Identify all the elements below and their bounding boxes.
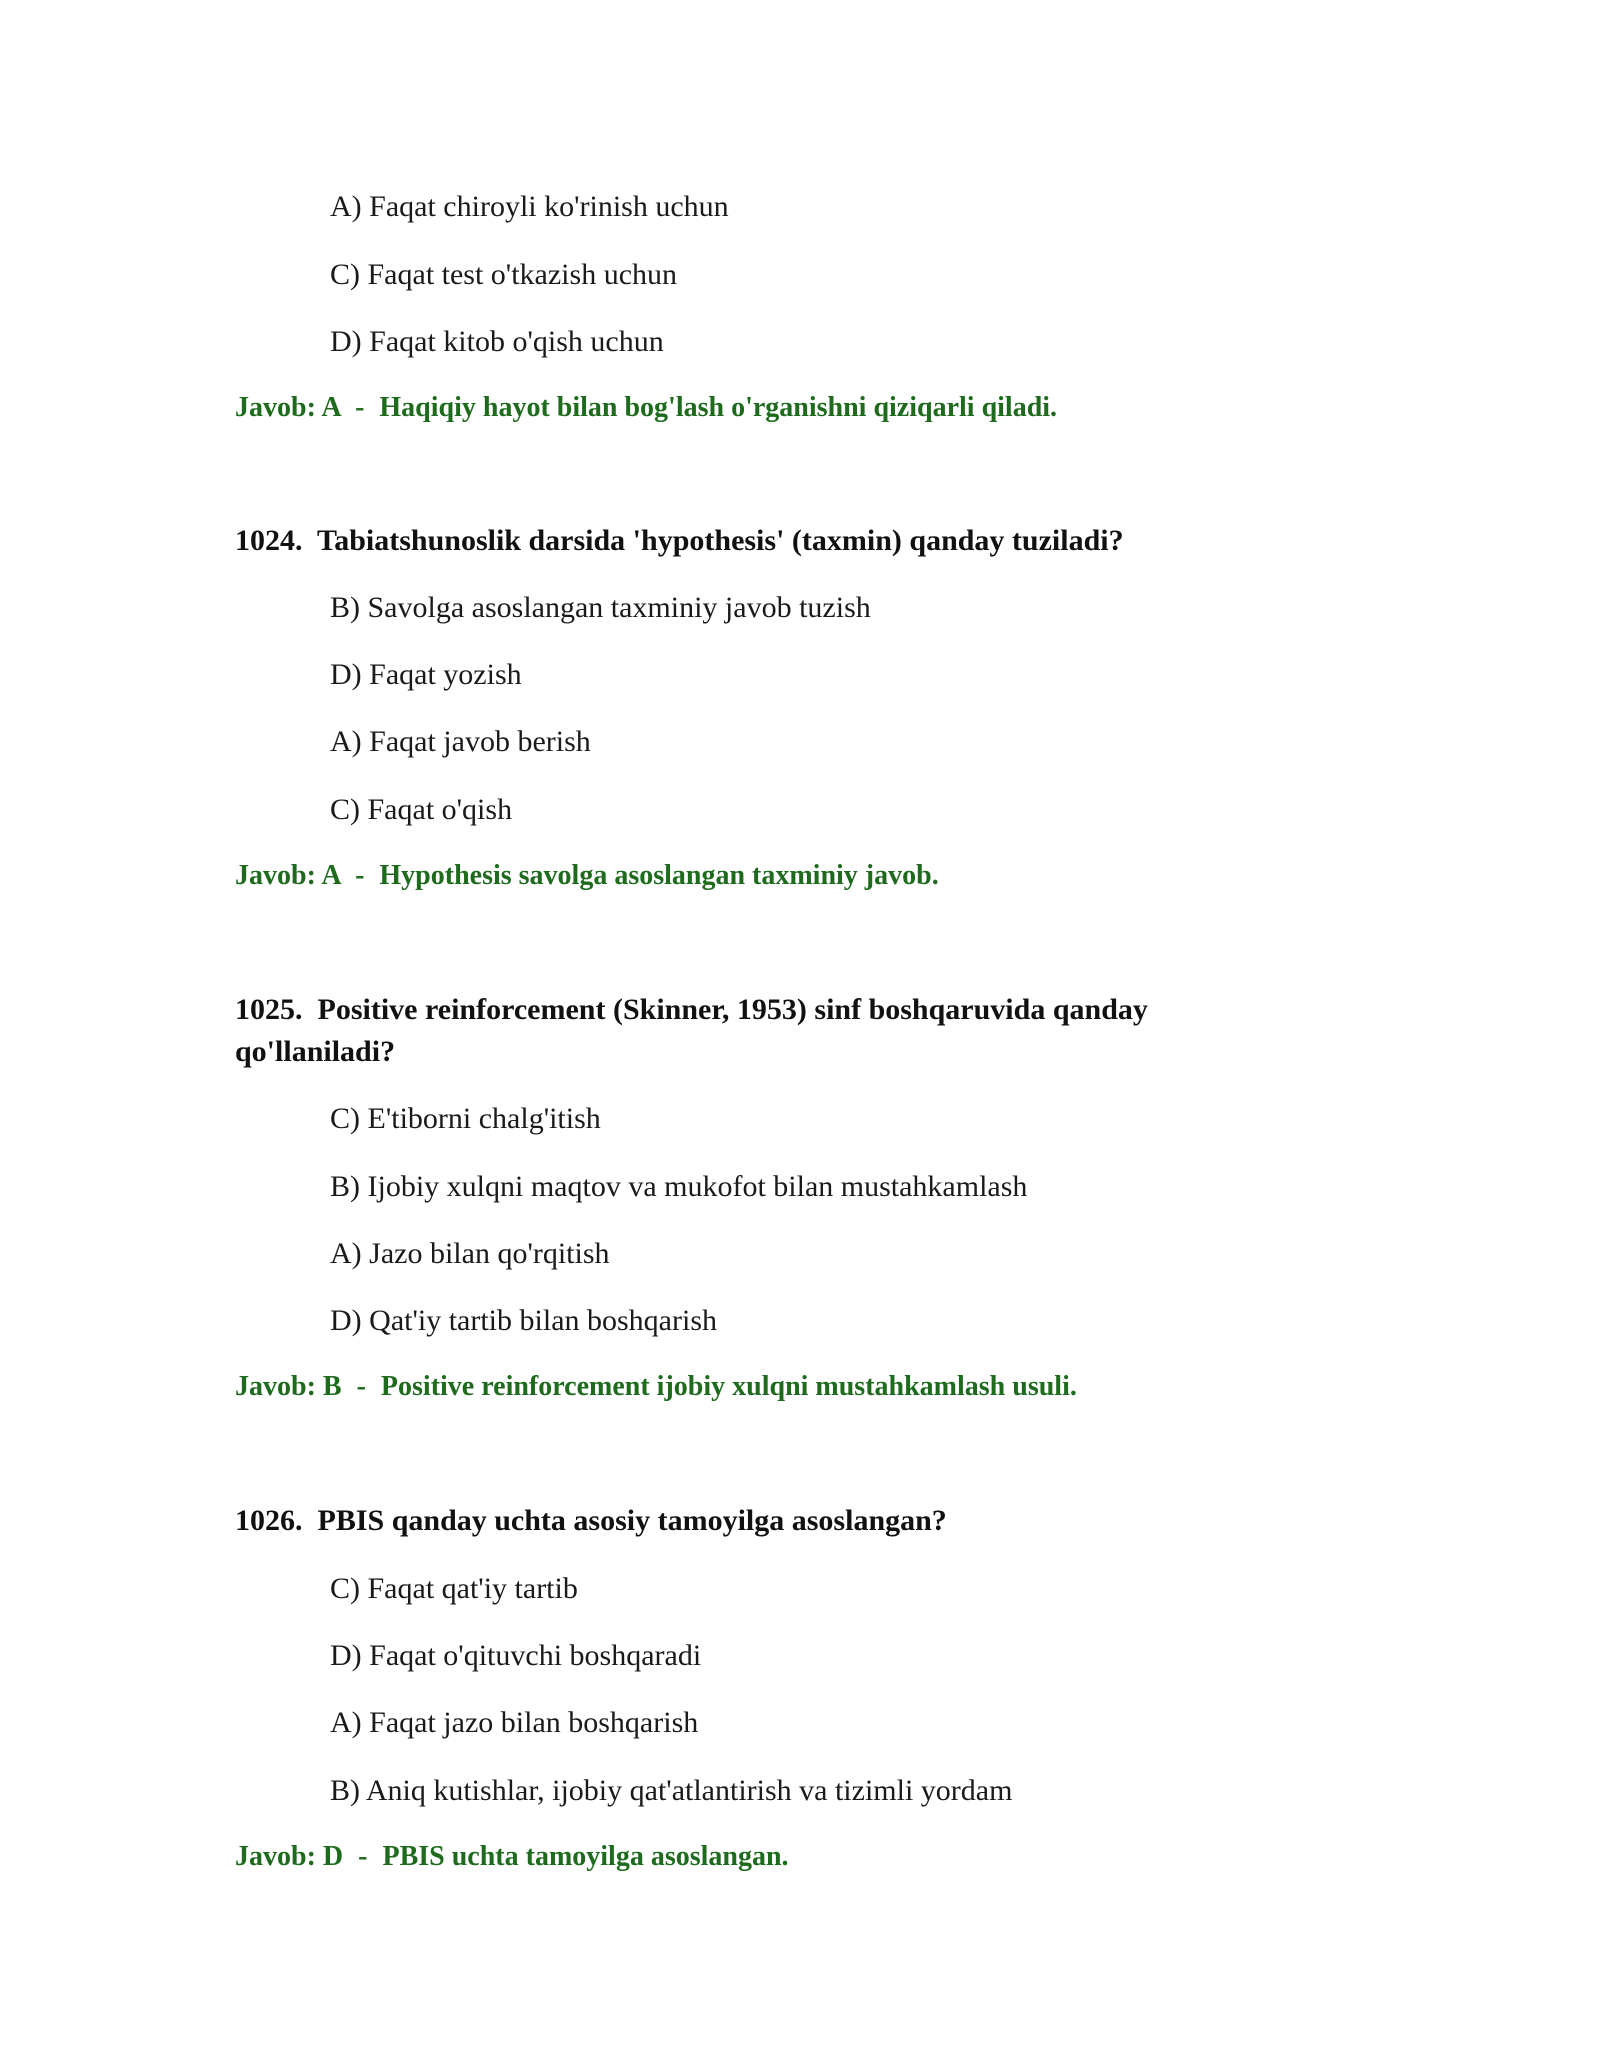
question-text: Tabiatshunoslik darsida 'hypothesis' (taxmin) qanday tuziladi? [316,524,1124,557]
answer-text: Haqiqiy hayot bilan bog'lash o'rganishni qiziqarli qiladi. [379,392,1058,423]
question-heading [235,989,1235,1073]
question-heading [235,1500,1235,1542]
answer-line [235,1373,1077,1401]
option-item: B) Aniq kutishlar, ijobiy qat'atlantirish va tizimli yordam [330,1774,1013,1807]
option-item: B) Ijobiy xulqni maqtov va mukofot bilan mustahkamlash [330,1170,1028,1203]
answer-letter: A [321,860,341,891]
option-item: A) Faqat jazo bilan boshqarish [330,1706,699,1739]
answer-dash: - [356,1371,366,1402]
option-item: D) Faqat yozish [330,658,522,691]
question-number: 1026. [235,1504,303,1537]
answer-label: Javob: [235,1841,316,1872]
answer-line [235,394,1057,422]
answer-line [235,862,939,890]
answer-label: Javob: [235,392,316,423]
question-text: Positive reinforcement (Skinner, 1953) sinf boshqaruvida qanday qo'llaniladi? [235,993,1148,1068]
answer-dash: - [358,1841,368,1872]
option-item: C) Faqat qat'iy tartib [330,1572,578,1605]
answer-letter: B [322,1371,342,1402]
option-item: D) Faqat o'qituvchi boshqaradi [330,1639,702,1672]
option-item: D) Faqat kitob o'qish uchun [330,325,664,358]
question-number: 1024. [235,524,303,557]
answer-line [235,1843,789,1871]
answer-letter: A [321,392,341,423]
option-item: A) Faqat chiroyli ko'rinish uchun [330,190,729,223]
option-item: A) Jazo bilan qo'rqitish [330,1237,610,1270]
answer-dash: - [355,860,365,891]
answer-text: PBIS uchta tamoyilga asoslangan. [382,1841,789,1872]
question-heading [235,520,1235,562]
answer-text: Hypothesis savolga asoslangan taxminiy javob. [379,860,939,891]
option-item: D) Qat'iy tartib bilan boshqarish [330,1304,717,1337]
question-number: 1025. [235,993,303,1026]
option-item: C) E'tiborni chalg'itish [330,1102,601,1135]
answer-label: Javob: [235,860,316,891]
answer-dash: - [355,392,365,423]
answer-letter: D [322,1841,344,1872]
option-item: B) Savolga asoslangan taxminiy javob tuzish [330,591,871,624]
question-text: PBIS qanday uchta asosiy tamoyilga asoslangan? [317,1504,947,1537]
answer-text: Positive reinforcement ijobiy xulqni mustahkamlash usuli. [380,1371,1077,1402]
option-item: C) Faqat test o'tkazish uchun [330,258,678,291]
option-item: A) Faqat javob berish [330,725,591,758]
answer-label: Javob: [235,1371,316,1402]
option-item: C) Faqat o'qish [330,793,513,826]
